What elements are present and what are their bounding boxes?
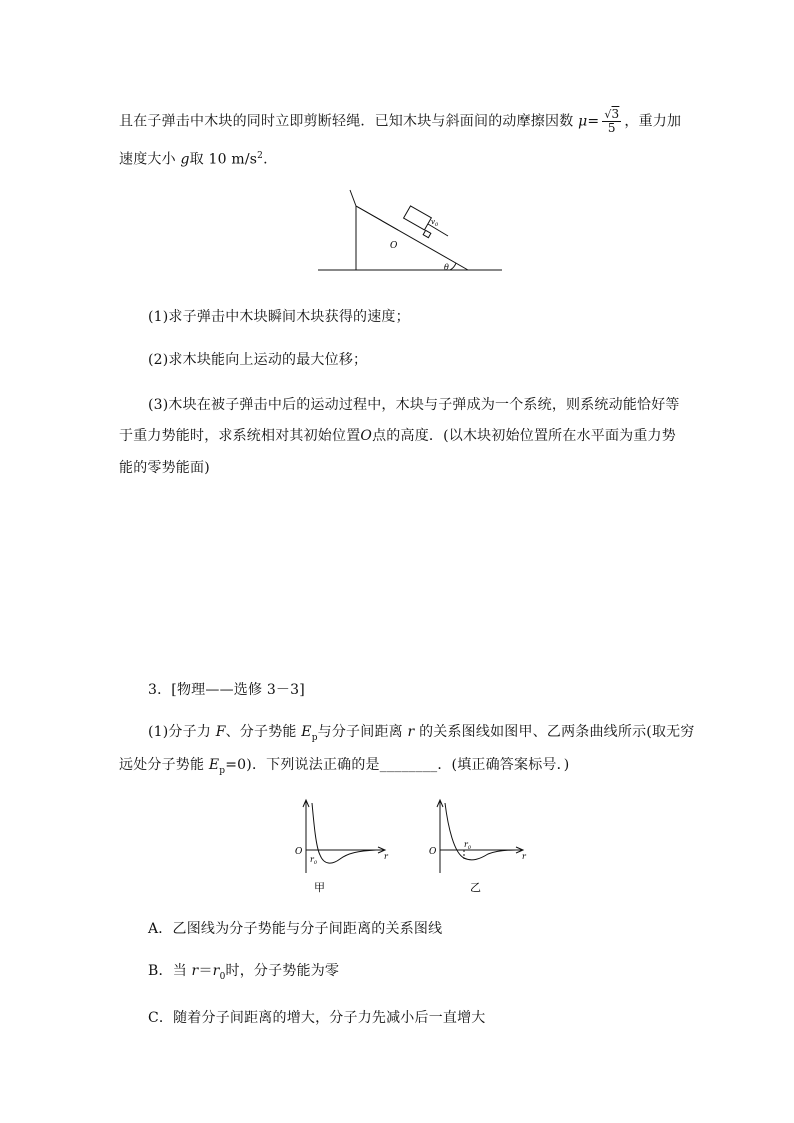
rope-line	[350, 190, 356, 206]
subscript: 0	[219, 971, 226, 982]
equals-sign: =	[587, 113, 600, 130]
Ep-symbol: E	[208, 757, 220, 773]
text-span: B．当	[148, 963, 187, 979]
F-symbol: F	[215, 724, 226, 740]
r-axis-label: r	[384, 852, 388, 861]
mu-symbol: μ	[578, 113, 588, 130]
text-line-1	[119, 108, 681, 135]
bullet	[423, 230, 431, 237]
point-O-label: O	[390, 241, 398, 251]
equals-sign: ＝	[198, 963, 213, 979]
caption-jia: 甲	[314, 881, 325, 894]
section-3-q1-line-2	[119, 755, 569, 781]
Ep-symbol: E	[301, 724, 312, 740]
fraction-denominator: 5	[607, 121, 616, 135]
question-3-line-1: (3)木块在被子弹击中后的运动过程中，木块与子弹成为一个系统，则系统动能恰好等	[148, 397, 680, 413]
subscript: p	[219, 765, 226, 776]
text-span: 与分子间距离	[317, 724, 403, 740]
origin-label: O	[295, 847, 303, 857]
superscript: 2	[257, 151, 264, 161]
text-span: 于重力势能时，求系统相对其初始位置	[119, 428, 361, 444]
theta-label: θ	[444, 263, 449, 272]
text-span: ，重力加	[624, 113, 682, 130]
question-3-line-3: 能的零势能面)	[119, 460, 210, 476]
curve-jia	[312, 803, 376, 863]
incline-figure	[310, 186, 510, 278]
r0-label: $r_0$	[310, 855, 318, 866]
text-span: 点的高度．(以木块初始位置所在水平面为重力势	[372, 428, 676, 444]
g-symbol: g	[180, 151, 190, 168]
r0-symbol: r	[212, 963, 220, 979]
option-A: A．乙图线为分子势能与分子间距离的关系图线	[148, 921, 443, 937]
origin-label: O	[429, 847, 437, 857]
option-C: C．随着分子间距离的增大，分子力先减小后一直增大	[148, 1010, 486, 1026]
sqrt-icon: √	[604, 108, 612, 121]
fraction-sqrt3-over-5	[602, 108, 621, 135]
text-span: (1)分子力	[148, 724, 212, 740]
graph-jia	[292, 795, 396, 895]
question-3-line-2	[119, 426, 676, 446]
text-line-2	[119, 146, 268, 170]
subscript: p	[311, 732, 318, 743]
question-1: (1)求子弹击中木块瞬间木块获得的速度；	[148, 309, 410, 325]
section-3-q1-line-1	[148, 722, 695, 748]
text-span: 的关系图线如图甲、乙两条曲线所示(取无穷	[419, 724, 695, 740]
r-symbol: r	[191, 963, 199, 979]
text-span: 远处分子势能	[119, 757, 205, 773]
text-span: 、分子势能	[225, 724, 297, 740]
text-span: 且在子弹击中木块的同时立即剪断轻绳．已知木块与斜面间的动摩擦因数	[119, 113, 574, 130]
text-span: 时，分子势能为零	[225, 963, 340, 979]
question-2: (2)求木块能向上运动的最大位移；	[148, 352, 368, 368]
curve-yi	[445, 803, 516, 860]
caption-yi: 乙	[470, 881, 481, 894]
r-axis-label: r	[522, 852, 526, 861]
text-span: 速度大小	[119, 151, 176, 168]
section-3-heading: 3．[物理——选修 3－3]	[148, 682, 305, 698]
text-span: .	[263, 151, 268, 168]
theta-arc	[450, 263, 456, 270]
graph-yi	[426, 795, 530, 895]
option-B	[148, 961, 339, 987]
wood-block	[404, 206, 432, 230]
fraction-numerator: 3	[611, 107, 620, 121]
text-span: =0)．下列说法正确的是________．(填正确答案标号．)	[225, 757, 570, 773]
r-symbol: r	[407, 724, 415, 740]
point-O: O	[360, 428, 373, 444]
incline-surface	[356, 206, 398, 230]
v0-label: $v_0$	[431, 218, 439, 228]
text-span: 取 10 m/s	[189, 151, 258, 168]
r0-label: $r_0$	[464, 840, 472, 851]
